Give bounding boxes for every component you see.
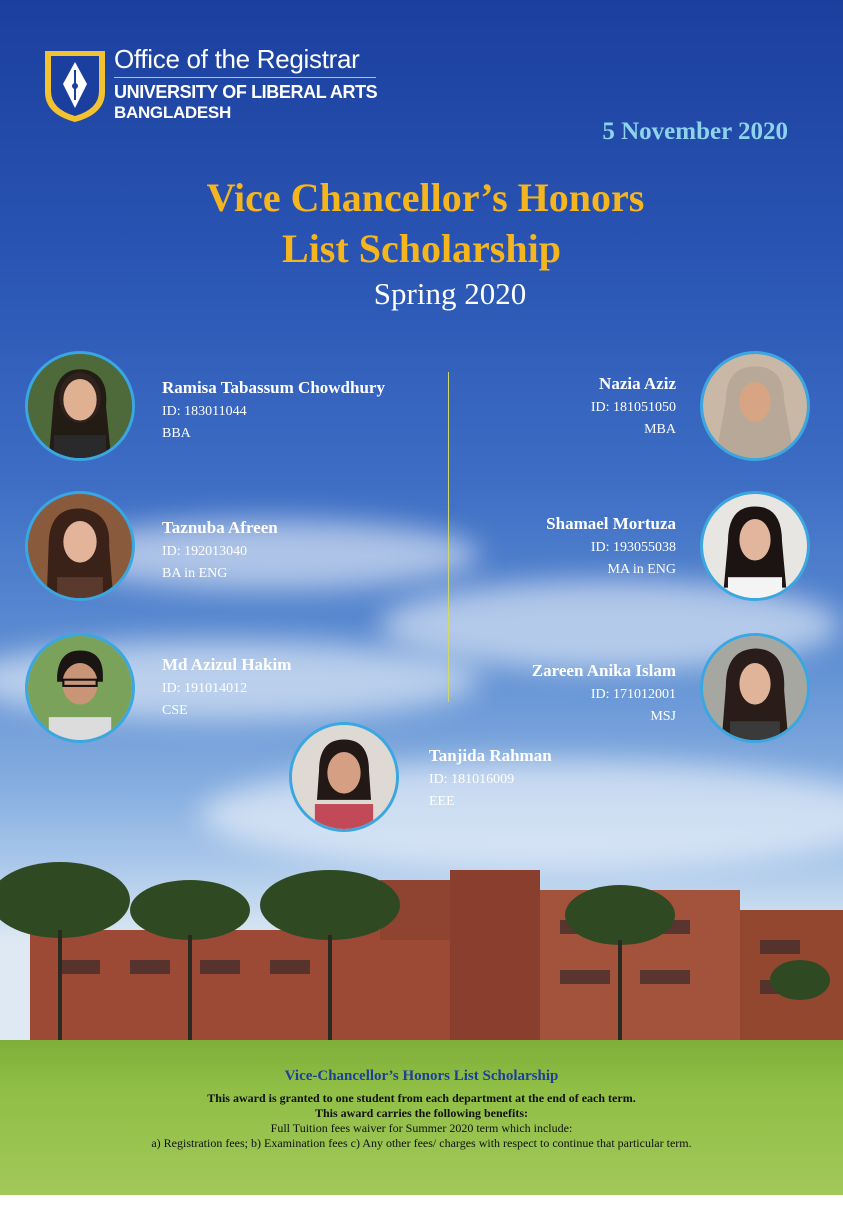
recipient-info [532,661,676,725]
recipient-id: ID: 183011044 [162,404,247,419]
recipient-info [162,518,278,582]
recipient-info [429,746,552,810]
scholarship-footer [0,1068,843,1151]
recipient-photo [289,722,399,832]
scholarship-title-line1: Vice Chancellor’s Honors [206,175,645,220]
recipient-id: ID: 191014012 [162,681,248,696]
recipient-name: Zareen Anika Islam [531,661,676,680]
term-label: Spring 2020 [373,276,527,311]
recipient-department: MSJ [650,709,676,724]
recipient-id: ID: 193055038 [590,540,676,555]
recipient-info [162,378,385,442]
footer-award-description: This award is granted to one student from each department at the end of each term. [207,1091,636,1105]
recipient-department: MA in ENG [607,562,676,577]
recipient-department: BBA [162,426,191,441]
footer-benefit-waiver: Full Tuition fees waiver for Summer 2020 term which include: [270,1121,573,1135]
recipient-photo [700,491,810,601]
recipient-department: MBA [644,422,676,437]
footer-benefit-details: a) Registration fees; b) Examination fees c) Any other fees/ charges with respect to continue that particular term. [151,1136,692,1150]
header-rule [114,77,376,78]
campus-building-image [0,860,843,1050]
recipient-name: Md Azizul Hakim [162,655,292,674]
recipient-photo [25,351,135,461]
recipient-name: Shamael Mortuza [546,514,676,533]
column-divider [448,372,449,702]
office-title: Office of the Registrar [114,44,360,74]
recipient-photo [25,491,135,601]
recipient-name: Tanjida Rahman [429,746,552,765]
university-logo-icon [42,48,108,124]
recipient-department: EEE [429,794,455,809]
recipient-photo [700,351,810,461]
recipient-photo [700,633,810,743]
footer-benefits-heading: This award carries the following benefits: [315,1106,528,1120]
recipient-department: BA in ENG [162,566,228,581]
university-name: UNIVERSITY OF LIBERAL ARTS [114,82,378,102]
recipient-info [591,374,676,438]
footer-title: Vice-Chancellor’s Honors List Scholarship [284,1068,559,1084]
announcement-date: 5 November 2020 [602,118,788,145]
recipient-name: Taznuba Afreen [162,518,278,537]
recipient-name: Nazia Aziz [599,374,676,393]
recipient-name: Ramisa Tabassum Chowdhury [162,378,385,397]
recipient-photo [25,633,135,743]
scholarship-title-line2: List Scholarship [282,226,561,271]
recipient-id: ID: 181016009 [429,772,515,787]
recipient-id: ID: 192013040 [162,544,248,559]
recipient-department: CSE [162,703,188,718]
recipient-id: ID: 181051050 [590,400,676,415]
recipient-info [162,655,291,719]
recipient-id: ID: 171012001 [590,687,676,702]
recipient-info [546,514,676,578]
university-country: BANGLADESH [114,103,231,122]
